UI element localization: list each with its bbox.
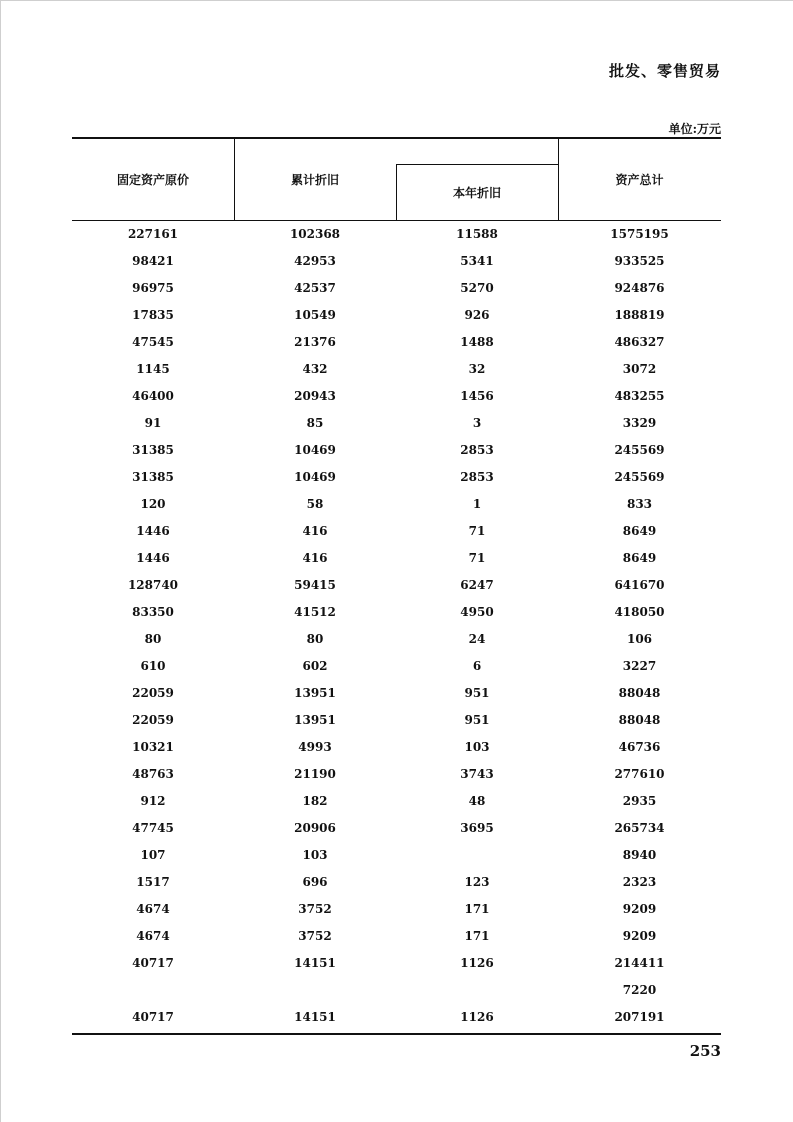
cell-accumulated-depreciation: 3752 — [298, 929, 332, 943]
cell-fixed-assets-original: 120 — [140, 497, 166, 511]
cell-accumulated-depreciation: 10469 — [294, 470, 336, 484]
cell-fixed-assets-original: 47745 — [132, 821, 174, 835]
table-body — [72, 221, 721, 1031]
cell-current-year-depreciation: 926 — [464, 308, 490, 322]
cell-current-year-depreciation: 1488 — [460, 335, 494, 349]
cell-current-year-depreciation: 2853 — [460, 470, 494, 484]
cell-total-assets: 8649 — [622, 524, 657, 538]
cell-total-assets: 418050 — [614, 605, 665, 619]
cell-current-year-depreciation — [396, 842, 558, 869]
cell-current-year-depreciation: 3695 — [460, 821, 494, 835]
table-row — [72, 923, 721, 950]
table-row — [72, 464, 721, 491]
cell-fixed-assets-original: 31385 — [132, 443, 174, 457]
cell-accumulated-depreciation: 14151 — [294, 956, 336, 970]
cell-total-assets: 188819 — [614, 308, 665, 322]
table-row — [72, 761, 721, 788]
cell-total-assets: 486327 — [614, 335, 665, 349]
cell-fixed-assets-original: 610 — [140, 659, 166, 673]
cell-fixed-assets-original: 80 — [144, 632, 162, 646]
page-left-edge — [0, 0, 1, 1122]
header-accumulated-depreciation: 累计折旧 — [290, 173, 339, 187]
cell-total-assets: 245569 — [614, 443, 665, 457]
table-row — [72, 491, 721, 518]
cell-accumulated-depreciation: 21376 — [294, 335, 336, 349]
cell-fixed-assets-original: 107 — [140, 848, 166, 862]
cell-current-year-depreciation: 5270 — [460, 281, 494, 295]
table-row — [72, 626, 721, 653]
table-row — [72, 518, 721, 545]
table-row — [72, 950, 721, 977]
table-row — [72, 734, 721, 761]
cell-fixed-assets-original: 31385 — [132, 470, 174, 484]
cell-accumulated-depreciation: 602 — [302, 659, 328, 673]
cell-fixed-assets-original: 4674 — [136, 902, 170, 916]
cell-accumulated-depreciation: 432 — [302, 362, 328, 376]
cell-fixed-assets-original: 40717 — [132, 956, 174, 970]
table-row — [72, 545, 721, 572]
cell-total-assets: 7220 — [622, 983, 657, 997]
cell-accumulated-depreciation: 42953 — [294, 254, 336, 268]
table-row — [72, 680, 721, 707]
cell-fixed-assets-original: 48763 — [132, 767, 174, 781]
cell-fixed-assets-original: 1446 — [136, 524, 170, 538]
cell-accumulated-depreciation: 20943 — [294, 389, 336, 403]
cell-accumulated-depreciation: 102368 — [289, 227, 341, 241]
cell-fixed-assets-original: 1517 — [136, 875, 170, 889]
cell-accumulated-depreciation: 416 — [302, 551, 328, 565]
cell-accumulated-depreciation: 10549 — [294, 308, 336, 322]
cell-accumulated-depreciation: 41512 — [294, 605, 336, 619]
cell-total-assets: 833 — [626, 497, 653, 511]
header-subdivider — [396, 164, 558, 165]
cell-total-assets: 9209 — [622, 902, 657, 916]
cell-accumulated-depreciation: 13951 — [294, 713, 336, 727]
cell-fixed-assets-original: 96975 — [132, 281, 174, 295]
cell-fixed-assets-original: 10321 — [132, 740, 174, 754]
cell-total-assets: 8649 — [622, 551, 657, 565]
cell-accumulated-depreciation: 85 — [306, 416, 324, 430]
table-bottom-rule — [72, 1033, 721, 1035]
cell-current-year-depreciation: 24 — [468, 632, 486, 646]
cell-current-year-depreciation: 6247 — [460, 578, 494, 592]
cell-total-assets: 214411 — [614, 956, 665, 970]
cell-fixed-assets-original: 40717 — [132, 1010, 174, 1024]
cell-accumulated-depreciation: 3752 — [298, 902, 332, 916]
header-total-assets: 资产总计 — [615, 173, 664, 187]
cell-current-year-depreciation: 171 — [464, 902, 490, 916]
table-row — [72, 1004, 721, 1031]
cell-fixed-assets-original: 227161 — [127, 227, 179, 241]
cell-fixed-assets-original: 22059 — [132, 713, 174, 727]
page-top-edge — [0, 0, 793, 1]
cell-total-assets: 265734 — [614, 821, 665, 835]
table-row — [72, 977, 721, 1004]
table-row — [72, 302, 721, 329]
cell-current-year-depreciation: 3 — [472, 416, 482, 430]
cell-total-assets: 46736 — [618, 740, 661, 754]
cell-current-year-depreciation: 123 — [464, 875, 490, 889]
cell-current-year-depreciation: 103 — [464, 740, 490, 754]
cell-accumulated-depreciation: 13951 — [294, 686, 336, 700]
table-row — [72, 788, 721, 815]
cell-fixed-assets-original: 46400 — [132, 389, 174, 403]
cell-accumulated-depreciation: 416 — [302, 524, 328, 538]
cell-current-year-depreciation: 3743 — [460, 767, 494, 781]
cell-total-assets: 3227 — [622, 659, 657, 673]
cell-fixed-assets-original: 83350 — [132, 605, 174, 619]
cell-fixed-assets-original: 98421 — [132, 254, 174, 268]
cell-current-year-depreciation: 71 — [468, 551, 486, 565]
cell-total-assets: 2935 — [622, 794, 657, 808]
table-row — [72, 896, 721, 923]
cell-accumulated-depreciation: 42537 — [294, 281, 336, 295]
cell-accumulated-depreciation: 21190 — [294, 767, 336, 781]
cell-total-assets: 2323 — [622, 875, 657, 889]
table-row — [72, 842, 721, 869]
header-fixed-assets-original: 固定资产原价 — [116, 173, 189, 187]
table-header — [72, 139, 721, 221]
cell-total-assets: 207191 — [614, 1010, 665, 1024]
cell-total-assets: 933525 — [614, 254, 665, 268]
table-row — [72, 248, 721, 275]
cell-fixed-assets-original — [72, 977, 234, 1004]
table-row — [72, 599, 721, 626]
cell-fixed-assets-original: 912 — [140, 794, 166, 808]
cell-current-year-depreciation: 71 — [468, 524, 486, 538]
table-row — [72, 653, 721, 680]
cell-accumulated-depreciation: 58 — [306, 497, 324, 511]
table-row — [72, 572, 721, 599]
cell-current-year-depreciation: 6 — [472, 659, 482, 673]
cell-accumulated-depreciation: 696 — [302, 875, 328, 889]
cell-fixed-assets-original: 4674 — [136, 929, 170, 943]
unit-label: 单位:万元 — [668, 122, 721, 136]
cell-accumulated-depreciation: 182 — [302, 794, 328, 808]
cell-fixed-assets-original: 47545 — [132, 335, 174, 349]
cell-current-year-depreciation: 171 — [464, 929, 490, 943]
cell-accumulated-depreciation: 14151 — [294, 1010, 336, 1024]
cell-total-assets: 924876 — [614, 281, 665, 295]
cell-total-assets: 88048 — [618, 686, 661, 700]
table-row — [72, 707, 721, 734]
cell-total-assets: 1575195 — [610, 227, 669, 241]
table-row — [72, 275, 721, 302]
cell-fixed-assets-original: 17835 — [132, 308, 174, 322]
cell-current-year-depreciation: 1456 — [460, 389, 494, 403]
table-row — [72, 437, 721, 464]
cell-current-year-depreciation: 4950 — [460, 605, 494, 619]
cell-accumulated-depreciation: 4993 — [298, 740, 332, 754]
cell-current-year-depreciation — [396, 977, 558, 1004]
cell-total-assets: 88048 — [618, 713, 661, 727]
cell-total-assets: 245569 — [614, 470, 665, 484]
table-row — [72, 815, 721, 842]
cell-fixed-assets-original: 1145 — [136, 362, 170, 376]
cell-current-year-depreciation: 951 — [464, 713, 490, 727]
cell-total-assets: 9209 — [622, 929, 657, 943]
cell-current-year-depreciation: 5341 — [460, 254, 494, 268]
table-row — [72, 356, 721, 383]
cell-current-year-depreciation: 32 — [468, 362, 486, 376]
cell-accumulated-depreciation — [234, 977, 396, 1004]
cell-accumulated-depreciation: 20906 — [294, 821, 336, 835]
cell-fixed-assets-original: 22059 — [132, 686, 174, 700]
cell-current-year-depreciation: 1126 — [460, 1010, 494, 1024]
cell-fixed-assets-original: 1446 — [136, 551, 170, 565]
cell-current-year-depreciation: 2853 — [460, 443, 494, 457]
cell-total-assets: 106 — [626, 632, 653, 646]
page-number: 253 — [689, 1042, 721, 1060]
cell-current-year-depreciation: 1 — [472, 497, 482, 511]
table-row — [72, 869, 721, 896]
cell-current-year-depreciation: 48 — [468, 794, 486, 808]
cell-fixed-assets-original: 128740 — [127, 578, 179, 592]
cell-fixed-assets-original: 91 — [144, 416, 162, 430]
cell-total-assets: 3329 — [622, 416, 657, 430]
table-row — [72, 329, 721, 356]
cell-current-year-depreciation: 11588 — [456, 227, 498, 241]
table-row — [72, 383, 721, 410]
cell-accumulated-depreciation: 59415 — [294, 578, 336, 592]
cell-current-year-depreciation: 1126 — [460, 956, 494, 970]
header-current-year-depreciation: 本年折旧 — [452, 186, 501, 200]
cell-total-assets: 277610 — [614, 767, 665, 781]
cell-total-assets: 641670 — [614, 578, 665, 592]
section-title: 批发、零售贸易 — [608, 62, 721, 80]
cell-accumulated-depreciation: 10469 — [294, 443, 336, 457]
cell-accumulated-depreciation: 103 — [302, 848, 328, 862]
cell-total-assets: 483255 — [614, 389, 665, 403]
table-row — [72, 221, 721, 248]
table-row — [72, 410, 721, 437]
cell-total-assets: 3072 — [622, 362, 657, 376]
cell-total-assets: 8940 — [622, 848, 657, 862]
cell-accumulated-depreciation: 80 — [306, 632, 324, 646]
cell-current-year-depreciation: 951 — [464, 686, 490, 700]
